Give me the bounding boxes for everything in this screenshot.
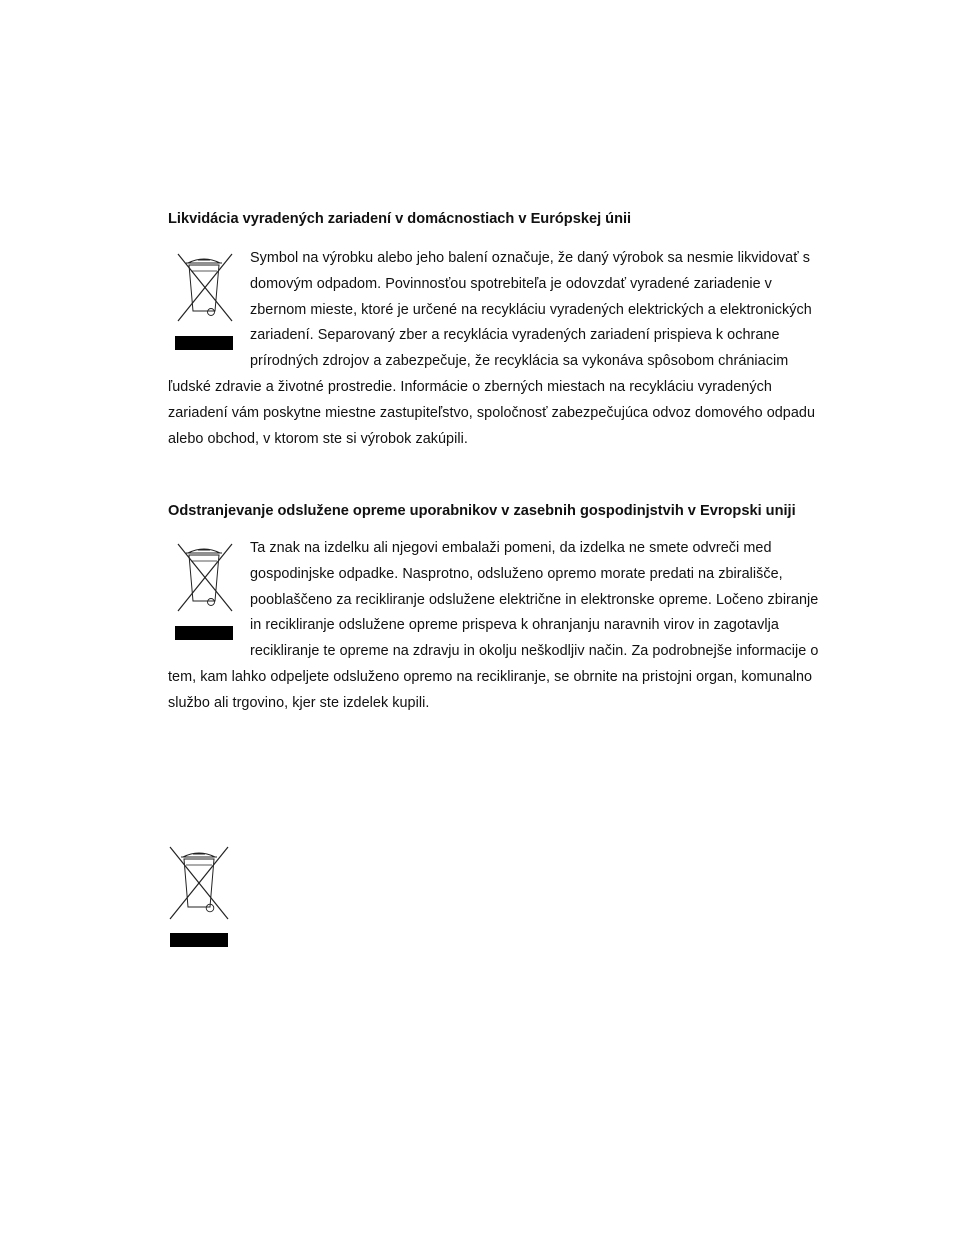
section-slovenian-disposal xyxy=(168,503,820,717)
section-body xyxy=(168,536,820,717)
section-heading: Odstranjevanje odslužene opreme uporabnikov v zasebnih gospodinjstvih v Evropski uniji xyxy=(168,503,796,519)
crossed-out-wheelie-bin-icon xyxy=(172,541,238,641)
weee-symbol xyxy=(168,246,250,374)
weee-symbol xyxy=(168,536,250,664)
weee-symbol-standalone xyxy=(167,845,233,954)
section-heading: Likvidácia vyradených zariadení v domácnostiach v Európskej únii xyxy=(168,211,632,227)
section-slovak-disposal xyxy=(168,211,820,452)
section-paragraph: Symbol na výrobku alebo jeho balení označuje, že daný výrobok sa nesmie likvidovať s domovým odpadom. Povinnosťou spotrebiteľa je odovzdať vyradené zariadenie v zbernom mieste, ktoré je určené na recykláciu vyradených elektrických a elektronických zariadení. Separovaný zber a recyklácia vyradených zariadení prispieva k ochrane prírodných zdrojov a zabezpečuje, že recyklácia sa vykonáva spôsobom chrániacim ľudské zdravie a životné prostredie. Informácie o zberných miestach na recykláciu vyradených zariadení vám poskytne miestne zastupiteľstvo, spoločnosť zabezpečujúca odvoz domového odpadu alebo obchod, v ktorom ste si výrobok zakúpili. xyxy=(168,250,816,447)
crossed-out-wheelie-bin-icon xyxy=(167,845,233,949)
crossed-out-wheelie-bin-icon xyxy=(172,251,238,351)
section-paragraph: Ta znak na izdelku ali njegovi embalaži pomeni, da izdelka ne smete odvreči med gospodinjske odpadke. Nasprotno, odsluženo opremo morate predati na zbirališče, pooblaščeno za recikliranje odslužene električne in elektronske opreme. Ločeno zbiranje in recikliranje odslužene opreme prispeva k ohranjanju naravnih virov in zagotavlja recikliranje te opreme na zdravju in okolju neškodljiv način. Za podrobnejše informacije o tem, kam lahko odpeljete odsluženo opremo na recikliranje, se obrnite na pristojni organ, komunalno službo ali trgovino, kjer ste izdelek kupili. xyxy=(168,540,819,711)
section-body xyxy=(168,246,820,452)
